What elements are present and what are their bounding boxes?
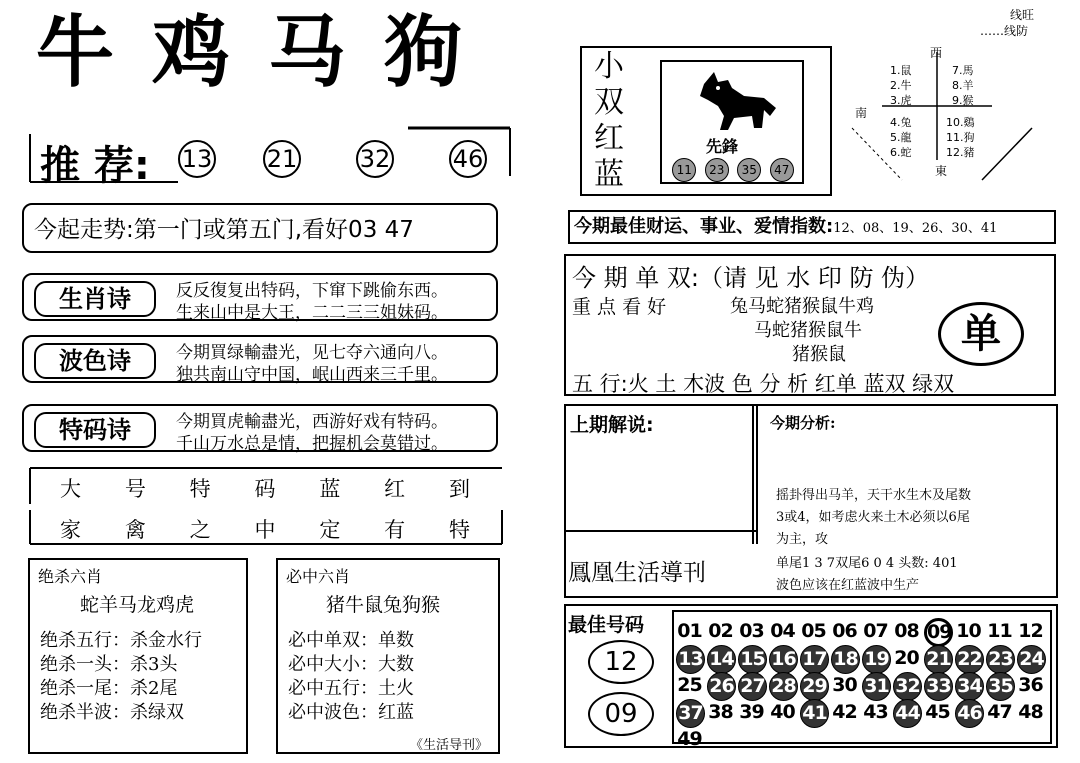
number-cell: 48 <box>1018 701 1043 723</box>
grid-char: 有 <box>384 518 406 542</box>
number-cell: 19 <box>862 645 891 674</box>
number-cell: 42 <box>832 701 857 723</box>
zodiac-item: 8.羊 <box>952 79 974 92</box>
analysis-line: 波色应该在红蓝波中生产 <box>776 578 920 593</box>
grid-char: 号 <box>124 477 146 501</box>
number-cell: 18 <box>831 645 860 674</box>
number-cell: 34 <box>955 672 984 701</box>
number-cell: 46 <box>955 699 984 728</box>
must-heading: 必中六肖 <box>286 567 351 586</box>
top-right-line1: 线旺 <box>1010 8 1035 22</box>
grid-char: 红 <box>384 477 406 501</box>
best-ball: 09 <box>588 692 654 736</box>
xiao-inner-frame <box>660 60 804 184</box>
number-cell: 20 <box>894 647 919 669</box>
grid-char: 码 <box>254 477 276 501</box>
poem-line: 反反復复出特码，下窜下跳偷东西。 <box>176 281 448 301</box>
top-right-line2-text: 线防 <box>1004 24 1029 38</box>
number-grid <box>676 618 1054 746</box>
analysis-divider <box>566 530 756 532</box>
xiao-badge: 先鋒 <box>706 137 739 156</box>
kill-item: 绝杀一头：杀3头 <box>40 654 178 675</box>
dog-icon <box>684 66 784 136</box>
poem-line: 生来山中是大王，二二三三姐妹码。 <box>176 303 448 323</box>
number-cell: 01 <box>677 620 702 642</box>
number-cell: 12 <box>1018 620 1043 642</box>
must-item: 必中大小：大数 <box>288 654 414 675</box>
xiao-char: 小 <box>594 49 624 84</box>
best-panel <box>564 604 1058 748</box>
zodiac-item: 6.蛇 <box>890 146 912 159</box>
number-cell: 24 <box>1017 645 1046 674</box>
kill-heading: 绝杀六肖 <box>38 567 103 586</box>
kill-item: 绝杀五行：杀金水行 <box>40 630 202 651</box>
number-cell: 29 <box>800 672 829 701</box>
number-cell: 08 <box>894 620 919 642</box>
poem-box-color <box>22 335 498 383</box>
number-cell: 30 <box>832 674 857 696</box>
number-cell: 37 <box>676 699 705 728</box>
number-cell: 35 <box>986 672 1015 701</box>
analysis-line: 摇卦得出马羊，天干水生木及尾数 <box>776 488 972 503</box>
number-cell: 43 <box>863 701 888 723</box>
number-cell: 32 <box>893 672 922 701</box>
zodiac-item: 9.猴 <box>952 94 974 107</box>
top-right-line2: ……线防 <box>980 24 1029 38</box>
best-ball: 12 <box>588 640 654 684</box>
last-label: 上期解说: <box>570 414 654 436</box>
analysis-line: 单尾1 3 7双尾6 0 4 头数: 401 <box>776 556 958 571</box>
number-cell: 17 <box>800 645 829 674</box>
grid-char: 到 <box>448 477 470 501</box>
recommend-ball: 13 <box>178 140 216 178</box>
analysis-line: 为主，攻 <box>776 532 829 547</box>
trend-banner: 今起走势:第一门或第五门,看好03 47 <box>22 203 498 253</box>
this-label: 今期分析: <box>770 414 836 432</box>
xiao-panel <box>580 46 832 196</box>
sd-title: 今 期 单 双:（请 见 水 印 防 伪） <box>572 264 930 292</box>
kill-panel <box>28 558 248 754</box>
xiao-ball: 35 <box>737 158 761 182</box>
grid-char: 蓝 <box>319 477 341 501</box>
number-cell: 47 <box>987 701 1012 723</box>
kill-animals: 蛇羊马龙鸡虎 <box>80 594 195 616</box>
sd-line: 马蛇猪猴鼠牛 <box>754 320 862 341</box>
number-cell: 28 <box>769 672 798 701</box>
number-cell: 10 <box>956 620 981 642</box>
xiao-ball: 47 <box>770 158 794 182</box>
number-cell: 22 <box>955 645 984 674</box>
index-line <box>568 210 1056 244</box>
zodiac-item: 7.馬 <box>952 64 974 77</box>
poem-tag: 波色诗 <box>34 343 156 379</box>
sd-focus-label: 重 点 看 好 <box>572 296 667 318</box>
number-cell: 07 <box>863 620 888 642</box>
xiao-balls <box>668 158 798 182</box>
number-cell: 16 <box>769 645 798 674</box>
number-cell: 23 <box>986 645 1015 674</box>
compass-east: 東 <box>935 164 948 178</box>
number-cell: 33 <box>924 672 953 701</box>
number-cell: 38 <box>708 701 733 723</box>
zodiac-item: 10.鷄 <box>946 116 975 129</box>
analysis-col-divider <box>752 406 758 544</box>
must-panel <box>276 558 500 754</box>
must-item: 必中单双：单数 <box>288 630 414 651</box>
number-cell: 44 <box>893 699 922 728</box>
must-animals: 猪牛鼠兔狗猴 <box>326 594 441 616</box>
grid-char: 定 <box>319 518 341 542</box>
zodiac-item: 2.牛 <box>890 79 912 92</box>
number-cell: 45 <box>925 701 950 723</box>
number-cell: 26 <box>707 672 736 701</box>
page-title: 牛鸡马狗 <box>36 8 501 98</box>
number-cell: 13 <box>676 645 705 674</box>
poem-line: 今期買绿輸盡光，见七夺六通向八。 <box>176 343 448 363</box>
recommend-ball: 32 <box>356 140 394 178</box>
xiao-ball: 11 <box>672 158 696 182</box>
number-cell: 31 <box>862 672 891 701</box>
index-values: 12、08、19、26、30、41 <box>833 221 998 236</box>
sd-line: 兔马蛇猪猴鼠牛鸡 <box>730 296 874 317</box>
best-label: 最佳号码 <box>568 614 645 636</box>
number-cell: 09 <box>924 618 953 647</box>
recommend-label: 推 荐: <box>40 143 150 189</box>
zodiac-item: 5.龍 <box>890 131 912 144</box>
index-label: 今期最佳财运、事业、爱情指数: <box>574 216 834 237</box>
number-cell: 49 <box>677 728 702 746</box>
grid-row-2 <box>30 514 500 544</box>
must-item: 必中五行：土火 <box>288 678 414 699</box>
number-cell: 14 <box>707 645 736 674</box>
sd-wuxing: 五 行:火 土 木波 色 分 析 红单 蓝双 绿双 <box>572 372 955 396</box>
grid-char: 禽 <box>124 518 146 542</box>
number-cell: 06 <box>832 620 857 642</box>
analysis-panel <box>564 404 1058 598</box>
grid-char: 特 <box>448 518 470 542</box>
number-cell: 21 <box>924 645 953 674</box>
sd-line: 猪猴鼠 <box>792 344 846 365</box>
zodiac-item: 11.狗 <box>946 131 975 144</box>
poem-box-zodiac <box>22 273 498 321</box>
kill-item: 绝杀半波：杀绿双 <box>40 702 184 723</box>
xiao-char: 蓝 <box>594 157 624 192</box>
must-footer: 《生活导刊》 <box>410 738 489 753</box>
zodiac-item: 4.兔 <box>890 116 912 129</box>
xiao-char: 红 <box>594 121 624 156</box>
analysis-line: 3或4，如考虑火来土木必须以6尾 <box>776 510 970 525</box>
number-cell: 15 <box>738 645 767 674</box>
number-cell: 36 <box>1018 674 1043 696</box>
grid-char: 之 <box>189 518 211 542</box>
number-cell: 05 <box>801 620 826 642</box>
number-cell: 40 <box>770 701 795 723</box>
recommend-ball: 46 <box>449 140 487 178</box>
number-cell: 02 <box>708 620 733 642</box>
brand-label: 鳳凰生活導刊 <box>568 560 706 586</box>
xiao-ball: 23 <box>705 158 729 182</box>
kill-item: 绝杀一尾：杀2尾 <box>40 678 178 699</box>
compass-west: 西 <box>930 46 943 60</box>
number-cell: 25 <box>677 674 702 696</box>
zodiac-item: 1.鼠 <box>890 64 912 77</box>
zodiac-item: 3.虎 <box>890 94 912 107</box>
grid-char: 大 <box>60 477 81 501</box>
poem-line: 今期買虎輸盡光，西游好戏有特码。 <box>176 412 448 432</box>
number-cell: 03 <box>739 620 764 642</box>
zodiac-item: 12.豬 <box>946 146 975 159</box>
must-item: 必中波色：红蓝 <box>288 702 414 723</box>
xiao-char: 双 <box>594 85 624 120</box>
recommend-ball: 21 <box>263 140 301 178</box>
number-cell: 11 <box>987 620 1012 642</box>
grid-char: 中 <box>254 518 276 542</box>
number-cell: 04 <box>770 620 795 642</box>
poem-tag: 特码诗 <box>34 412 156 448</box>
grid-char: 特 <box>189 477 211 501</box>
grid-char: 家 <box>60 518 81 542</box>
poem-line: 独共南山守中国，岷山西来三千里。 <box>176 365 448 385</box>
compass-south: 南 <box>855 106 868 120</box>
poem-line: 千山万水总是情，把握机会莫错过。 <box>176 434 448 454</box>
poem-tag: 生肖诗 <box>34 281 156 317</box>
number-cell: 41 <box>800 699 829 728</box>
number-cell: 27 <box>738 672 767 701</box>
grid-row-1 <box>30 473 500 503</box>
poem-box-special <box>22 404 498 452</box>
number-cell: 39 <box>739 701 764 723</box>
single-double-panel <box>564 254 1056 396</box>
sd-stamp: 单 <box>938 302 1024 366</box>
